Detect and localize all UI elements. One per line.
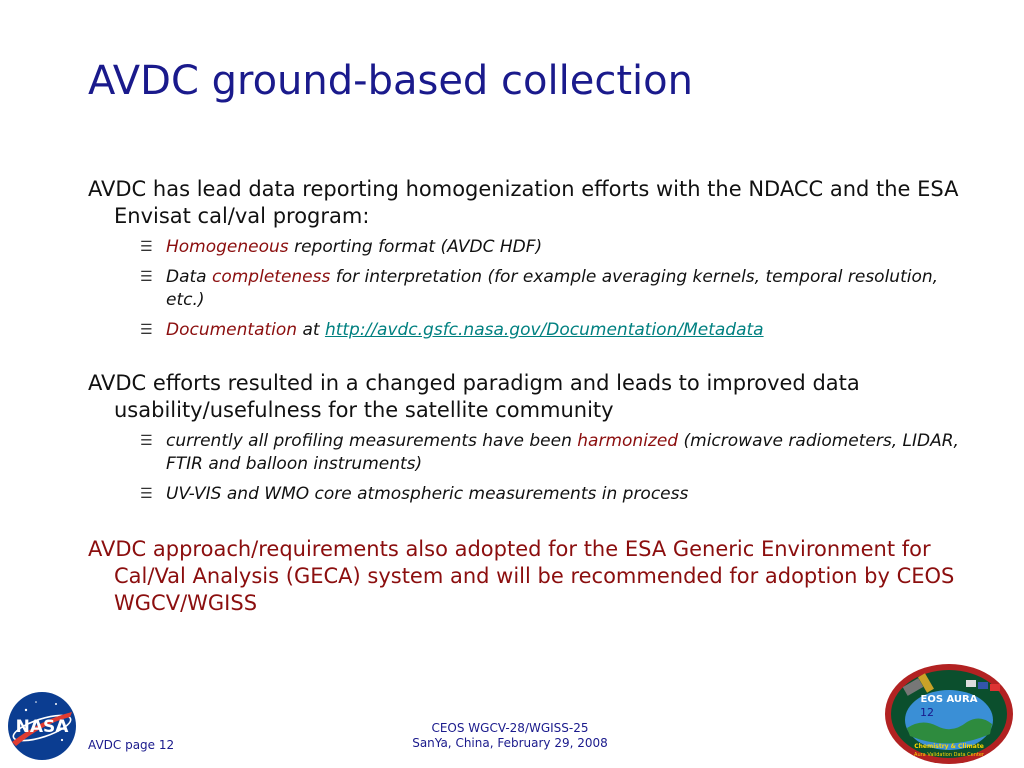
section-1-text: AVDC has lead data reporting homogenization efforts with the NDACC and the ESA Envisat cal/val program: <box>88 177 959 228</box>
footer-center-line1: CEOS WGCV-28/WGISS-25 <box>431 721 589 735</box>
section-2-text: AVDC efforts resulted in a changed paradigm and leads to improved data usability/usefulness for the satellite community <box>88 371 860 422</box>
section-1 <box>88 176 968 342</box>
numbered-list-bullet-icon: ☰ <box>140 269 153 285</box>
footer-left: AVDC page 12 <box>88 738 175 752</box>
bullet-uv-vis <box>88 483 968 506</box>
bullet-harmonized <box>88 430 968 476</box>
footer-center-line2: SanYa, China, February 29, 2008 <box>412 736 608 750</box>
bullet-documentation <box>88 319 968 342</box>
numbered-list-bullet-icon: ☰ <box>140 322 153 338</box>
section-3 <box>88 536 968 617</box>
bullet-highlight: Documentation <box>166 320 298 340</box>
bullet-highlight: completeness <box>212 267 331 287</box>
numbered-list-bullet-icon: ☰ <box>140 433 153 449</box>
documentation-link[interactable]: http://avdc.gsfc.nasa.gov/Documentation/Metadata <box>324 320 764 340</box>
nasa-logo-text: NASA <box>15 717 69 737</box>
aura-logo-line2: Aura Validation Data Center <box>914 752 984 758</box>
bullet-text: reporting format (AVDC HDF) <box>288 237 543 257</box>
slide-title: AVDC ground-based collection <box>88 58 693 104</box>
section-3-text: AVDC approach/requirements also adopted for the ESA Generic Environment for Cal/Val Analysis (GECA) system and will be recommended for adoption by CEOS WGCV/WGISS <box>88 537 955 615</box>
page-number: 12 <box>920 706 934 719</box>
section-2 <box>88 370 968 506</box>
section-1-bullets <box>88 236 968 342</box>
footer-center <box>340 721 680 751</box>
nasa-logo <box>6 690 78 762</box>
eos-aura-logo <box>882 662 1016 766</box>
bullet-text-pre: Data <box>166 267 212 287</box>
slide-content <box>88 176 968 617</box>
bullet-homogeneous <box>88 236 968 259</box>
aura-logo-line1: Chemistry & Climate <box>914 743 984 750</box>
section-2-bullets <box>88 430 968 506</box>
bullet-text-mid: at <box>297 320 325 340</box>
bullet-completeness <box>88 266 968 312</box>
aura-logo-title: EOS AURA <box>920 694 978 705</box>
bullet-text: (microwave radiometers, LIDAR, FTIR and balloon instruments) <box>166 431 959 474</box>
bullet-text-pre: currently all profiling measurements have been <box>166 431 578 451</box>
numbered-list-bullet-icon: ☰ <box>140 239 153 255</box>
bullet-highlight: harmonized <box>577 431 679 451</box>
numbered-list-bullet-icon: ☰ <box>140 486 153 502</box>
bullet-highlight: Homogeneous <box>166 237 289 257</box>
bullet-text: UV-VIS and WMO core atmospheric measurements in process <box>166 484 689 504</box>
bullet-text: for interpretation (for example averaging kernels, temporal resolution, etc.) <box>166 267 939 310</box>
